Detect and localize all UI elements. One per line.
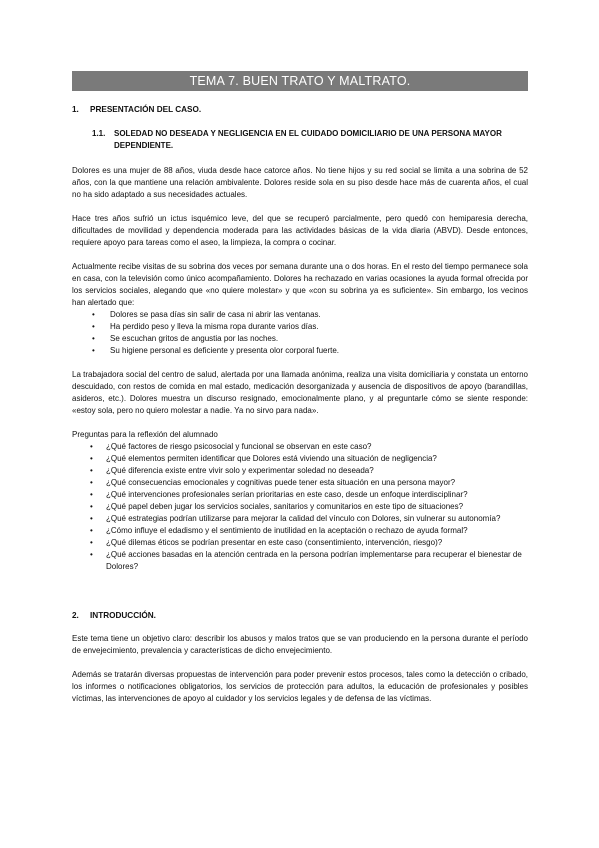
subsection-1-1-heading — [92, 128, 528, 151]
section-title: INTRODUCCIÓN. — [90, 611, 156, 620]
intro-paragraph-1: Este tema tiene un objetivo claro: describir los abusos y malos tratos que se van produciendo en la persona durante el período de envejecimiento, prevalencia y características de dicho envejecimiento. — [72, 634, 528, 655]
intro-paragraph-2: Además se tratarán diversas propuestas de intervención para poder prevenir estos procesos, tales como la detección o cribado, los informes o notificaciones obligatorios, los servicios de protección para adultos, la educación de profesionales y posibles víctimas, las intervenciones de apoyo al cuidador y los servicios legales y de defensa de las víctimas. — [72, 670, 528, 703]
list-item: • ¿Qué elementos permiten identificar que Dolores está viviendo una situación de negligencia? — [72, 453, 528, 465]
questions-list — [72, 441, 528, 573]
case-paragraph-4: La trabajadora social del centro de salud, alertada por una llamada anónima, realiza una visita domiciliaria y constata un entorno descuidado, con restos de comida en mal estado, medicación desorganizada y ausencia de dispositivos de apoyo (barandillas, asideros, etc.). Dolores muestra un discurso resignado, emocionalmente plano, y al preguntarle cómo se siente responde: «estoy sola, pero no quiero molestar a nadie. Ya no sirvo para nada». — [72, 370, 528, 415]
list-item: • Ha perdido peso y lleva la misma ropa durante varios días. — [72, 321, 528, 333]
document-title: TEMA 7. BUEN TRATO Y MALTRATO. — [72, 71, 528, 91]
case-paragraph-3: Actualmente recibe visitas de su sobrina dos veces por semana durante una o dos horas. En el resto del tiempo permanece sola en casa, con la televisión como único acompañamiento. Dolores ha rechazado en varias ocasiones la ayuda formal ofrecida por los servicios sociales, alegando que «no quiere molestar» y que «con su sobrina ya es suficiente». Sin embargo, los vecinos han alertado que: — [72, 262, 528, 307]
subsection-title: SOLEDAD NO DESEADA Y NEGLIGENCIA EN EL CUIDADO DOMICILIARIO DE UNA PERSONA MAYOR DEPENDIENTE. — [114, 129, 502, 150]
list-item: • Su higiene personal es deficiente y presenta olor corporal fuerte. — [72, 345, 528, 357]
list-item: • ¿Qué dilemas éticos se podrían presentar en este caso (consentimiento, intervención, riesgo)? — [72, 537, 528, 549]
list-item: • ¿Qué estrategias podrían utilizarse para mejorar la calidad del vínculo con Dolores, sin vulnerar su autonomía? — [72, 513, 528, 525]
case-paragraph-2: Hace tres años sufrió un ictus isquémico leve, del que se recuperó parcialmente, pero quedó con hemiparesia derecha, dificultades de movilidad y dependencia moderada para las actividades básicas de la vida diaria (ABVD). Desde entonces, requiere apoyo para tareas como el aseo, la limpieza, la compra o cocinar. — [72, 214, 528, 247]
list-item: • ¿Qué intervenciones profesionales serían prioritarias en este caso, desde un enfoque interdisciplinar? — [72, 489, 528, 501]
list-item: • ¿Qué acciones basadas en la atención centrada en la persona podrían implementarse para recuperar el bienestar de Dolores? — [72, 549, 528, 573]
questions-heading: Preguntas para la reflexión del alumnado — [72, 430, 218, 439]
list-item: • Se escuchan gritos de angustia por las noches. — [72, 333, 528, 345]
list-item: • ¿Qué papel deben jugar los servicios sociales, sanitarios y comunitarios en este tipo de situaciones? — [72, 501, 528, 513]
subsection-number: 1.1. — [92, 129, 106, 138]
section-number: 1. — [72, 105, 79, 114]
neighbor-alerts-list — [72, 309, 528, 357]
list-item: • ¿Qué factores de riesgo psicosocial y funcional se observan en este caso? — [72, 441, 528, 453]
list-item: • ¿Qué diferencia existe entre vivir solo y experimentar soledad no deseada? — [72, 465, 528, 477]
list-item: • ¿Cómo influye el edadismo y el sentimiento de inutilidad en la aceptación o rechazo de ayuda formal? — [72, 525, 528, 537]
list-item: • Dolores se pasa días sin salir de casa ni abrir las ventanas. — [72, 309, 528, 321]
section-1-heading — [72, 105, 528, 114]
section-2-heading — [72, 611, 528, 620]
list-item: • ¿Qué consecuencias emocionales y cognitivas puede tener esta situación en una persona mayor? — [72, 477, 528, 489]
section-number: 2. — [72, 611, 79, 620]
document-page — [72, 71, 528, 705]
section-title: PRESENTACIÓN DEL CASO. — [90, 105, 202, 114]
case-paragraph-1: Dolores es una mujer de 88 años, viuda desde hace catorce años. No tiene hijos y su red social se limita a una sobrina de 52 años, con la que mantiene una relación ambivalente. Dolores reside sola en su piso desde hace más de cuarenta años, el cual no ha sido adaptado a sus necesidades actuales. — [72, 166, 528, 199]
